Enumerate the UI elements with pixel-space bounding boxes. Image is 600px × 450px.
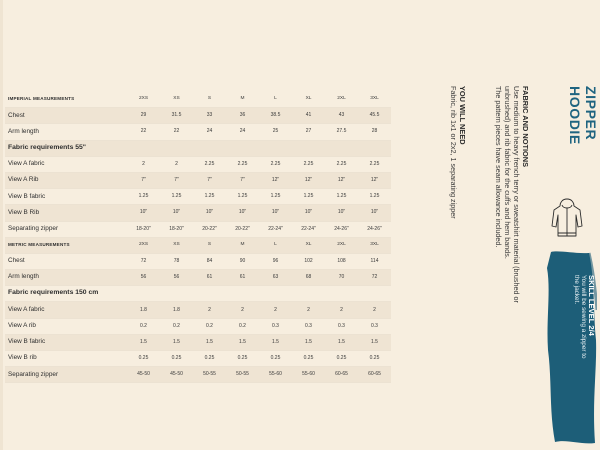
- table-cell: 84: [193, 253, 226, 269]
- table-cell: 70: [325, 270, 358, 286]
- table-cell: 0.25: [259, 351, 292, 367]
- table-cell: [226, 140, 259, 156]
- table-cell: 0.2: [193, 318, 226, 334]
- table-cell: 2: [358, 302, 391, 318]
- table-cell: 108: [325, 253, 358, 269]
- row-label: View A fabric: [5, 156, 127, 172]
- row-label: View A Rib: [5, 172, 127, 188]
- table-cell: 72: [127, 253, 160, 269]
- table-cell: 55-60: [259, 367, 292, 383]
- skill-level-label: SKILL LEVEL 2/4: [587, 275, 596, 336]
- table-row: [5, 302, 391, 318]
- table-cell: 61: [226, 270, 259, 286]
- table-cell: 55-60: [292, 367, 325, 383]
- row-label: Arm length: [5, 124, 127, 140]
- table-cell: 0.3: [292, 318, 325, 334]
- table-cell: 90: [226, 253, 259, 269]
- size-header-cell: XL: [292, 92, 325, 108]
- table-cell: 2.25: [193, 156, 226, 172]
- table-cell: 7": [193, 172, 226, 188]
- skill-level-block: [573, 275, 596, 359]
- row-label: Chest: [5, 253, 127, 269]
- table-cell: 50-55: [226, 367, 259, 383]
- row-label: Separating zipper: [5, 221, 127, 237]
- table-cell: 12": [358, 172, 391, 188]
- table-cell: [292, 286, 325, 302]
- size-header-cell: XL: [292, 237, 325, 253]
- table-cell: 1.25: [292, 189, 325, 205]
- table-cell: 96: [259, 253, 292, 269]
- table-cell: 2: [160, 156, 193, 172]
- size-header-cell: L: [259, 237, 292, 253]
- size-chart: [5, 92, 391, 383]
- row-label: METRIC MEASUREMENTS: [5, 237, 127, 253]
- table-cell: 27.5: [325, 124, 358, 140]
- table-cell: 1.5: [127, 334, 160, 350]
- table-cell: 0.25: [127, 351, 160, 367]
- you-will-need-line: Fabric, rib 1x1 or 2x2, 1 separating zipper: [449, 86, 458, 219]
- fabric-notions-block: [494, 86, 530, 303]
- table-cell: 33: [193, 108, 226, 124]
- table-cell: 50-55: [193, 367, 226, 383]
- table-cell: 0.2: [226, 318, 259, 334]
- table-row: [5, 172, 391, 188]
- table-cell: 38.5: [259, 108, 292, 124]
- table-cell: 2.25: [226, 156, 259, 172]
- hoodie-sketch-icon: [548, 196, 586, 240]
- row-label: Fabric requirements 55": [5, 140, 127, 156]
- row-label: Chest: [5, 108, 127, 124]
- table-cell: 78: [160, 253, 193, 269]
- table-cell: 0.2: [127, 318, 160, 334]
- table-row: [5, 270, 391, 286]
- table-cell: [358, 286, 391, 302]
- size-header-cell: 3XL: [358, 237, 391, 253]
- table-cell: 0.25: [226, 351, 259, 367]
- title-line-1: ZIPPER: [583, 86, 599, 141]
- table-cell: 10": [127, 205, 160, 221]
- table-section-row: [5, 140, 391, 156]
- table-row: [5, 221, 391, 237]
- row-label: Arm length: [5, 270, 127, 286]
- table-cell: 1.25: [259, 189, 292, 205]
- table-cell: 2: [193, 302, 226, 318]
- size-table: [5, 92, 391, 383]
- fabric-notions-heading: FABRIC AND NOTIONS: [521, 86, 530, 168]
- table-cell: 41: [292, 108, 325, 124]
- table-row: [5, 205, 391, 221]
- table-cell: 72: [358, 270, 391, 286]
- table-cell: 2: [325, 302, 358, 318]
- table-cell: 0.25: [160, 351, 193, 367]
- table-cell: 1.5: [160, 334, 193, 350]
- table-cell: 10": [358, 205, 391, 221]
- table-cell: 0.3: [358, 318, 391, 334]
- table-row: [5, 318, 391, 334]
- table-cell: 114: [358, 253, 391, 269]
- table-cell: 56: [127, 270, 160, 286]
- table-cell: 1.5: [358, 334, 391, 350]
- table-cell: 102: [292, 253, 325, 269]
- table-cell: 1.25: [193, 189, 226, 205]
- fabric-notions-line: Use medium to heavy french terry or sweatshirt material (brushed or: [512, 86, 521, 303]
- table-cell: 1.5: [325, 334, 358, 350]
- table-section-row: [5, 286, 391, 302]
- table-cell: 7": [127, 172, 160, 188]
- table-cell: 29: [127, 108, 160, 124]
- table-cell: 18-20": [127, 221, 160, 237]
- table-cell: 2: [292, 302, 325, 318]
- table-cell: 24-26": [325, 221, 358, 237]
- table-cell: 1.25: [127, 189, 160, 205]
- table-cell: 45.5: [358, 108, 391, 124]
- table-cell: [127, 140, 160, 156]
- table-cell: [160, 286, 193, 302]
- table-cell: 31.5: [160, 108, 193, 124]
- row-label: View B fabric: [5, 189, 127, 205]
- table-cell: 20-22": [226, 221, 259, 237]
- table-cell: 2: [259, 302, 292, 318]
- table-cell: 2.25: [358, 156, 391, 172]
- table-cell: 7": [160, 172, 193, 188]
- table-cell: 27: [292, 124, 325, 140]
- table-cell: [193, 286, 226, 302]
- table-cell: 1.25: [226, 189, 259, 205]
- row-label: IMPERIAL MEASUREMENTS: [5, 92, 127, 108]
- table-cell: 45-50: [127, 367, 160, 383]
- table-cell: 43: [325, 108, 358, 124]
- table-cell: 45-50: [160, 367, 193, 383]
- size-header-cell: 2XS: [127, 237, 160, 253]
- table-cell: 24-26": [358, 221, 391, 237]
- table-cell: [259, 286, 292, 302]
- table-cell: 2.25: [325, 156, 358, 172]
- table-cell: 10": [325, 205, 358, 221]
- row-label: Fabric requirements 150 cm: [5, 286, 127, 302]
- size-header-cell: S: [193, 92, 226, 108]
- title-line-2: HOODIE: [567, 86, 583, 145]
- table-cell: 10": [226, 205, 259, 221]
- table-cell: 20-22": [193, 221, 226, 237]
- table-cell: 1.8: [160, 302, 193, 318]
- table-row: [5, 108, 391, 124]
- skill-level-note: You will be sewing a zipper to: [580, 275, 587, 359]
- table-cell: [358, 140, 391, 156]
- table-cell: 7": [226, 172, 259, 188]
- table-cell: 10": [292, 205, 325, 221]
- table-cell: 60-65: [358, 367, 391, 383]
- page-gutter: [0, 0, 3, 450]
- row-label: View B Rib: [5, 205, 127, 221]
- size-header-cell: 3XL: [358, 92, 391, 108]
- table-row: [5, 351, 391, 367]
- table-cell: 24: [226, 124, 259, 140]
- table-cell: [127, 286, 160, 302]
- table-cell: [193, 140, 226, 156]
- table-cell: 1.25: [160, 189, 193, 205]
- table-cell: 10": [259, 205, 292, 221]
- row-label: View B rib: [5, 351, 127, 367]
- fabric-notions-line: The pattern pieces have seam allowance included.: [494, 86, 503, 248]
- table-cell: 2.25: [259, 156, 292, 172]
- size-header-cell: M: [226, 92, 259, 108]
- table-cell: [292, 140, 325, 156]
- table-cell: [325, 286, 358, 302]
- table-cell: 0.25: [292, 351, 325, 367]
- table-cell: 36: [226, 108, 259, 124]
- table-cell: 1.5: [226, 334, 259, 350]
- table-cell: 63: [259, 270, 292, 286]
- title-block: [567, 86, 599, 145]
- table-cell: 25: [259, 124, 292, 140]
- table-row: [5, 156, 391, 172]
- size-header-cell: 2XS: [127, 92, 160, 108]
- table-cell: 0.3: [325, 318, 358, 334]
- you-will-need-block: [449, 86, 467, 219]
- row-label: View A fabric: [5, 302, 127, 318]
- size-header-cell: 2XL: [325, 237, 358, 253]
- table-cell: [226, 286, 259, 302]
- table-cell: 0.25: [358, 351, 391, 367]
- fabric-notions-line: unbrushed) and rib fabric for the cuffs and hem bands.: [503, 86, 512, 259]
- table-cell: 0.3: [259, 318, 292, 334]
- table-cell: 12": [259, 172, 292, 188]
- table-cell: 1.5: [292, 334, 325, 350]
- table-cell: 10": [160, 205, 193, 221]
- table-cell: 0.25: [193, 351, 226, 367]
- you-will-need-heading: YOU WILL NEED: [458, 86, 467, 145]
- table-cell: 28: [358, 124, 391, 140]
- row-label: Separating zipper: [5, 367, 127, 383]
- size-header-cell: XS: [160, 237, 193, 253]
- table-row: [5, 189, 391, 205]
- table-cell: 12": [325, 172, 358, 188]
- table-cell: 1.25: [358, 189, 391, 205]
- table-cell: 0.2: [160, 318, 193, 334]
- size-header-cell: XS: [160, 92, 193, 108]
- size-header-cell: S: [193, 237, 226, 253]
- table-cell: 12": [292, 172, 325, 188]
- skill-level-note: the jacket.: [573, 275, 580, 305]
- table-cell: 1.5: [193, 334, 226, 350]
- table-cell: [325, 140, 358, 156]
- table-cell: 22-24": [259, 221, 292, 237]
- table-cell: 22: [127, 124, 160, 140]
- table-cell: 2: [226, 302, 259, 318]
- table-row: [5, 334, 391, 350]
- table-row: [5, 253, 391, 269]
- row-label: View B fabric: [5, 334, 127, 350]
- table-header-row: [5, 92, 391, 108]
- table-cell: 1.5: [259, 334, 292, 350]
- table-row: [5, 367, 391, 383]
- table-cell: 2.25: [292, 156, 325, 172]
- table-cell: 56: [160, 270, 193, 286]
- table-cell: 68: [292, 270, 325, 286]
- size-header-cell: M: [226, 237, 259, 253]
- row-label: View A rib: [5, 318, 127, 334]
- table-cell: 22: [160, 124, 193, 140]
- table-cell: 24: [193, 124, 226, 140]
- table-cell: 18-20": [160, 221, 193, 237]
- table-cell: 22-24": [292, 221, 325, 237]
- table-cell: 1.8: [127, 302, 160, 318]
- table-cell: 61: [193, 270, 226, 286]
- table-row: [5, 124, 391, 140]
- table-cell: 1.25: [325, 189, 358, 205]
- table-cell: 10": [193, 205, 226, 221]
- table-cell: 60-65: [325, 367, 358, 383]
- table-cell: [160, 140, 193, 156]
- table-header-row: [5, 237, 391, 253]
- size-header-cell: L: [259, 92, 292, 108]
- table-cell: 2: [127, 156, 160, 172]
- size-header-cell: 2XL: [325, 92, 358, 108]
- table-cell: 0.25: [325, 351, 358, 367]
- table-cell: [259, 140, 292, 156]
